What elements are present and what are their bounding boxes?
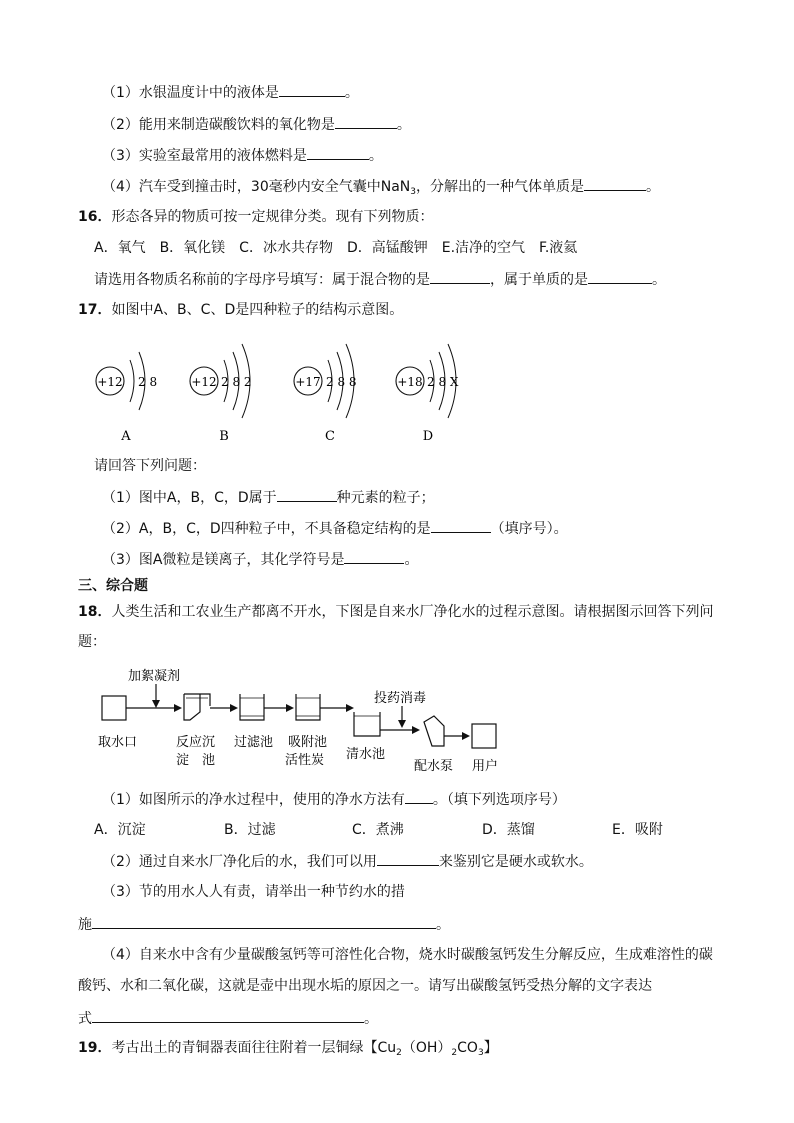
svg-text:2 8 2: 2 8 2 xyxy=(221,375,252,389)
intake-label: 取水口 xyxy=(98,735,138,750)
svg-text:B: B xyxy=(219,429,229,444)
answer-blank[interactable] xyxy=(279,82,345,97)
answer-blank[interactable] xyxy=(405,789,433,804)
q18-item-3: （3）节的用水人人有责，请举出一种节约水的措 xyxy=(102,884,405,900)
q17-item-1: （1）图中A，B，C，D属于 种元素的粒子； xyxy=(102,487,435,508)
svg-text:+12: +12 xyxy=(97,375,123,389)
q15-item-4: （4）汽车受到撞击时，30毫秒内安全气囊中NaN$_3$，分解出的一种气体单质是 。 xyxy=(102,176,660,202)
reaction-tank xyxy=(184,694,210,720)
q15-item-2: （2）能用来制造碳酸饮料的氧化物是 。 xyxy=(102,114,411,135)
q18-stem-2: 题： xyxy=(78,634,106,650)
q17-stem: 17．如图中A、B、C、D是四种粒子的结构示意图。 xyxy=(78,302,404,318)
q17-item-2: （2）A，B，C，D四种粒子中，不具备稳定结构的是 （填序号）。 xyxy=(102,518,568,539)
q19-stem: 19．考古出土的青铜器表面往往附着一层铜绿【$Cu_2(OH)_2CO_3$】 xyxy=(78,1040,498,1058)
answer-blank[interactable] xyxy=(377,851,439,866)
svg-text:过滤池: 过滤池 xyxy=(234,735,274,750)
atom-a xyxy=(96,352,157,444)
q18-item-3-cont: 施 。 xyxy=(78,914,450,935)
atom-c xyxy=(294,344,357,444)
option-e: E．吸附 xyxy=(612,822,663,838)
question-number: 17． xyxy=(78,302,112,318)
q15-item-3: （3）实验室最常用的液体燃料是 。 xyxy=(102,145,383,166)
disinfect-label: 投药消毒 xyxy=(374,691,427,706)
coagulant-label: 加絮凝剂 xyxy=(128,669,181,684)
q18-item-2: （2）通过自来水厂净化后的水，我们可以用 来鉴别它是硬水或软水。 xyxy=(102,851,593,872)
water-pump xyxy=(424,716,444,746)
section-heading: 三、综合题 xyxy=(78,578,148,594)
q15-text-4a: （4）汽车受到撞击时，30毫秒内安全气囊中NaN xyxy=(102,179,411,195)
user-box xyxy=(472,724,496,748)
answer-blank[interactable] xyxy=(588,269,652,284)
clear-water-tank xyxy=(354,712,380,736)
svg-text:2 8: 2 8 xyxy=(138,375,158,389)
question-number: 18． xyxy=(78,604,112,620)
adsorption-tank xyxy=(296,694,320,720)
answer-blank[interactable] xyxy=(277,487,337,502)
answer-blank[interactable] xyxy=(584,176,646,191)
question-number: 19． xyxy=(78,1040,112,1056)
option-a: A．沉淀 xyxy=(94,822,146,838)
q18-item-4-cont: 酸钙、水和二氧化碳，这就是壶中出现水垢的原因之一。请写出碳酸氢钙受热分解的文字表达 xyxy=(78,978,652,994)
answer-blank[interactable] xyxy=(92,914,436,929)
svg-text:2 8 8: 2 8 8 xyxy=(326,375,357,389)
svg-text:+18: +18 xyxy=(397,375,423,389)
atom-b xyxy=(190,344,252,444)
q16-ask: 请选用各物质名称前的字母序号填写：属于混合物的是 ，属于单质的是 。 xyxy=(94,269,666,290)
answer-blank[interactable] xyxy=(430,269,490,284)
svg-text:清水池: 清水池 xyxy=(346,747,386,762)
q15-text-1: （1）水银温度计中的液体是 xyxy=(102,85,279,101)
answer-blank[interactable] xyxy=(92,1008,364,1023)
answer-blank[interactable] xyxy=(335,114,397,129)
answer-blank[interactable] xyxy=(431,518,491,533)
atomic-structure-diagram xyxy=(80,330,480,450)
q15-text-3: （3）实验室最常用的液体燃料是 xyxy=(102,148,307,164)
q18-item-4-answer: 式 。 xyxy=(78,1008,378,1029)
atom-d xyxy=(396,344,459,444)
option-d: D．蒸馏 xyxy=(482,822,535,838)
svg-text:+17: +17 xyxy=(295,375,321,389)
q16-options: A．氧气 B．氧化镁 C．冰水共存物 D．高锰酸钾 E.洁净的空气 F.液氦 xyxy=(94,240,578,256)
q17-item-3: （3）图A微粒是镁离子，其化学符号是 。 xyxy=(102,549,418,570)
svg-text:配水泵: 配水泵 xyxy=(414,759,454,774)
filter-tank xyxy=(240,694,264,720)
svg-text:C: C xyxy=(325,429,335,444)
q17-prompt: 请回答下列问题： xyxy=(94,458,206,474)
option-c: C．煮沸 xyxy=(352,822,404,838)
option-b: B．过滤 xyxy=(224,822,276,838)
svg-text:用户: 用户 xyxy=(472,759,499,774)
svg-text:吸附池: 吸附池 xyxy=(288,735,328,750)
q18-stem-1: 18．人类生活和工农业生产都离不开水，下图是自来水厂净化水的过程示意图。请根据图示回答下列问 xyxy=(78,604,714,620)
question-number: 16． xyxy=(78,209,112,225)
q15-item-1: （1）水银温度计中的液体是 。 xyxy=(102,82,359,103)
svg-text:淀 池: 淀 池 xyxy=(176,753,216,768)
intake-box xyxy=(102,696,126,720)
svg-text:A: A xyxy=(121,429,131,444)
q15-text-2: （2）能用来制造碳酸饮料的氧化物是 xyxy=(102,117,335,133)
svg-text:2 8 X: 2 8 X xyxy=(427,375,459,389)
answer-blank[interactable] xyxy=(344,549,404,564)
svg-text:活性炭: 活性炭 xyxy=(285,753,325,768)
svg-text:D: D xyxy=(422,429,434,444)
q18-item-1: （1）如图所示的净水过程中，使用的净水方法有 。（填下列选项序号） xyxy=(102,789,566,810)
answer-blank[interactable] xyxy=(307,145,369,160)
water-treatment-flow-diagram xyxy=(90,660,520,780)
svg-text:反应沉: 反应沉 xyxy=(176,735,216,750)
q16-stem: 16．形态各异的物质可按一定规律分类。现有下列物质： xyxy=(78,209,434,225)
svg-text:+12: +12 xyxy=(191,375,217,389)
q18-item-4: （4）自来水中含有少量碳酸氢钙等可溶性化合物，烧水时碳酸氢钙发生分解反应，生成难溶性的碳 xyxy=(102,947,713,963)
